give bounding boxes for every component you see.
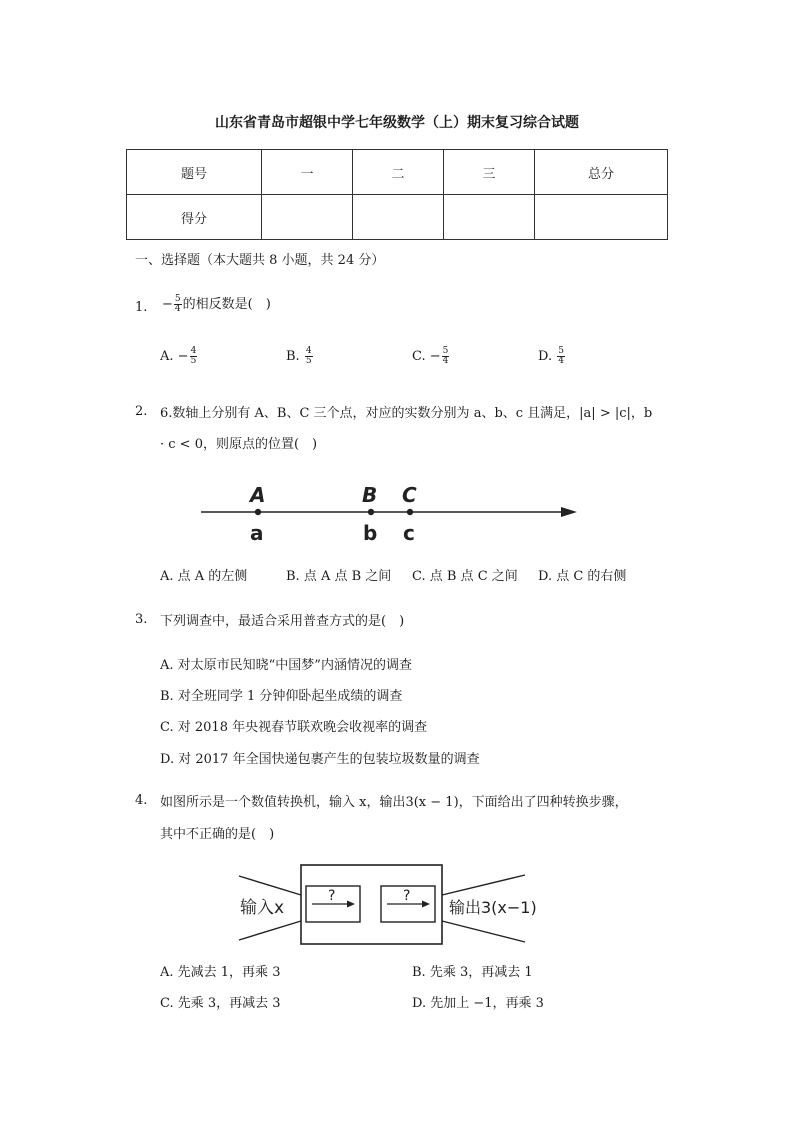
- fraction-numerator: 5: [558, 346, 564, 356]
- option-d[interactable]: D. 先加上 −1，再乘 3: [412, 996, 544, 1011]
- option-b[interactable]: B. 点 A 点 B 之间: [286, 569, 392, 584]
- fraction-denominator: 4: [558, 356, 564, 366]
- question-stem-line2: 其中不正确的是( ): [160, 827, 275, 842]
- point-b-dot: [368, 509, 374, 515]
- score-input-cell[interactable]: [262, 195, 353, 240]
- fraction: [557, 347, 565, 366]
- minus-sign: −: [162, 297, 173, 312]
- converter-figure: [235, 862, 555, 948]
- fraction: [174, 295, 182, 314]
- fraction: [442, 347, 450, 366]
- funnel-line: [239, 876, 301, 895]
- label-lower-b: b: [363, 521, 378, 545]
- fraction: [190, 347, 198, 366]
- option-a[interactable]: [160, 347, 198, 366]
- table-cell: 题号: [127, 150, 262, 195]
- page-title: 山东省青岛市超银中学七年级数学（上）期末复习综合试题: [215, 115, 579, 131]
- fraction-denominator: 4: [174, 304, 181, 314]
- option-d[interactable]: [538, 347, 566, 366]
- output-label: 输出3(x−1): [449, 898, 537, 917]
- option-b[interactable]: B. 对全班同学 1 分钟仰卧起坐成绩的调查: [160, 689, 403, 704]
- score-input-cell[interactable]: [353, 195, 444, 240]
- label-upper-c: C: [402, 483, 417, 507]
- fraction-denominator: 5: [190, 356, 197, 366]
- fraction-numerator: 5: [174, 294, 181, 304]
- point-a-dot: [255, 509, 261, 515]
- question-stem-line1: 如图所示是一个数值转换机，输入 x，输出3(x − 1)，下面给出了四种转换步骤，: [160, 795, 628, 810]
- table-cell: 总分: [535, 150, 668, 195]
- question-stem-line2: · c < 0，则原点的位置( ): [160, 437, 318, 452]
- minus-sign: −: [177, 349, 189, 364]
- point-c-dot: [407, 509, 413, 515]
- option-label: B.: [286, 349, 300, 364]
- option-label: D.: [538, 349, 553, 364]
- option-a[interactable]: A. 点 A 的左侧: [160, 569, 248, 584]
- option-b[interactable]: [286, 347, 314, 366]
- option-b[interactable]: B. 先乘 3，再减去 1: [412, 965, 533, 980]
- funnel-line: [442, 921, 525, 942]
- fraction-numerator: 5: [442, 346, 449, 356]
- minus-sign: −: [429, 349, 441, 364]
- funnel-line: [239, 921, 301, 940]
- option-c[interactable]: C. 对 2018 年央视春节联欢晚会收视率的调查: [160, 720, 428, 735]
- section-heading: 一、选择题（本大题共 8 小题，共 24 分）: [135, 253, 385, 268]
- question-number: 2.: [135, 404, 148, 419]
- input-label: 输入x: [240, 898, 285, 918]
- question-number: 4.: [135, 793, 148, 808]
- option-label: A.: [160, 349, 174, 364]
- step-1-placeholder: ?: [328, 888, 336, 904]
- number-line-figure: [195, 478, 585, 548]
- question-stem-line1: 6.数轴上分别有 A、B、C 三个点，对应的实数分别为 a、b、c 且满足，|a| > |c|，b: [160, 406, 653, 421]
- score-table: [126, 149, 668, 240]
- question-number: 3.: [135, 612, 148, 627]
- label-upper-a: A: [250, 483, 266, 507]
- fraction-numerator: 4: [190, 346, 197, 356]
- question-number: 1.: [135, 300, 148, 315]
- option-c[interactable]: C. 先乘 3，再减去 3: [160, 996, 281, 1011]
- fraction-denominator: 4: [442, 356, 449, 366]
- score-input-cell[interactable]: [444, 195, 535, 240]
- fraction-numerator: 4: [305, 346, 312, 356]
- option-label: C.: [412, 349, 426, 364]
- question-stem: 下列调查中，最适合采用普查方式的是( ): [160, 614, 405, 629]
- label-lower-c: c: [403, 521, 415, 545]
- label-lower-a: a: [250, 521, 264, 545]
- table-row: [127, 150, 668, 195]
- funnel-line: [442, 875, 525, 895]
- fraction: [305, 347, 313, 366]
- label-upper-b: B: [362, 483, 378, 507]
- step-2-placeholder: ?: [403, 888, 411, 904]
- option-c[interactable]: C. 点 B 点 C 之间: [412, 569, 518, 584]
- table-cell: 得分: [127, 195, 262, 240]
- option-d[interactable]: D. 对 2017 年全国快递包裹产生的包装垃圾数量的调查: [160, 752, 480, 767]
- option-a[interactable]: A. 对太原市民知晓“中国梦”内涵情况的调查: [160, 658, 412, 673]
- option-a[interactable]: A. 先减去 1，再乘 3: [160, 965, 281, 980]
- option-d[interactable]: D. 点 C 的右侧: [538, 569, 627, 584]
- option-c[interactable]: [412, 347, 450, 366]
- question-stem: [162, 293, 271, 314]
- score-input-cell[interactable]: [535, 195, 668, 240]
- arrow-head-icon: [561, 507, 577, 517]
- table-row: [127, 195, 668, 240]
- fraction-denominator: 5: [305, 356, 312, 366]
- table-cell: 一: [262, 150, 353, 195]
- table-cell: 二: [353, 150, 444, 195]
- table-cell: 三: [444, 150, 535, 195]
- question-text: 的相反数是( ): [182, 297, 271, 312]
